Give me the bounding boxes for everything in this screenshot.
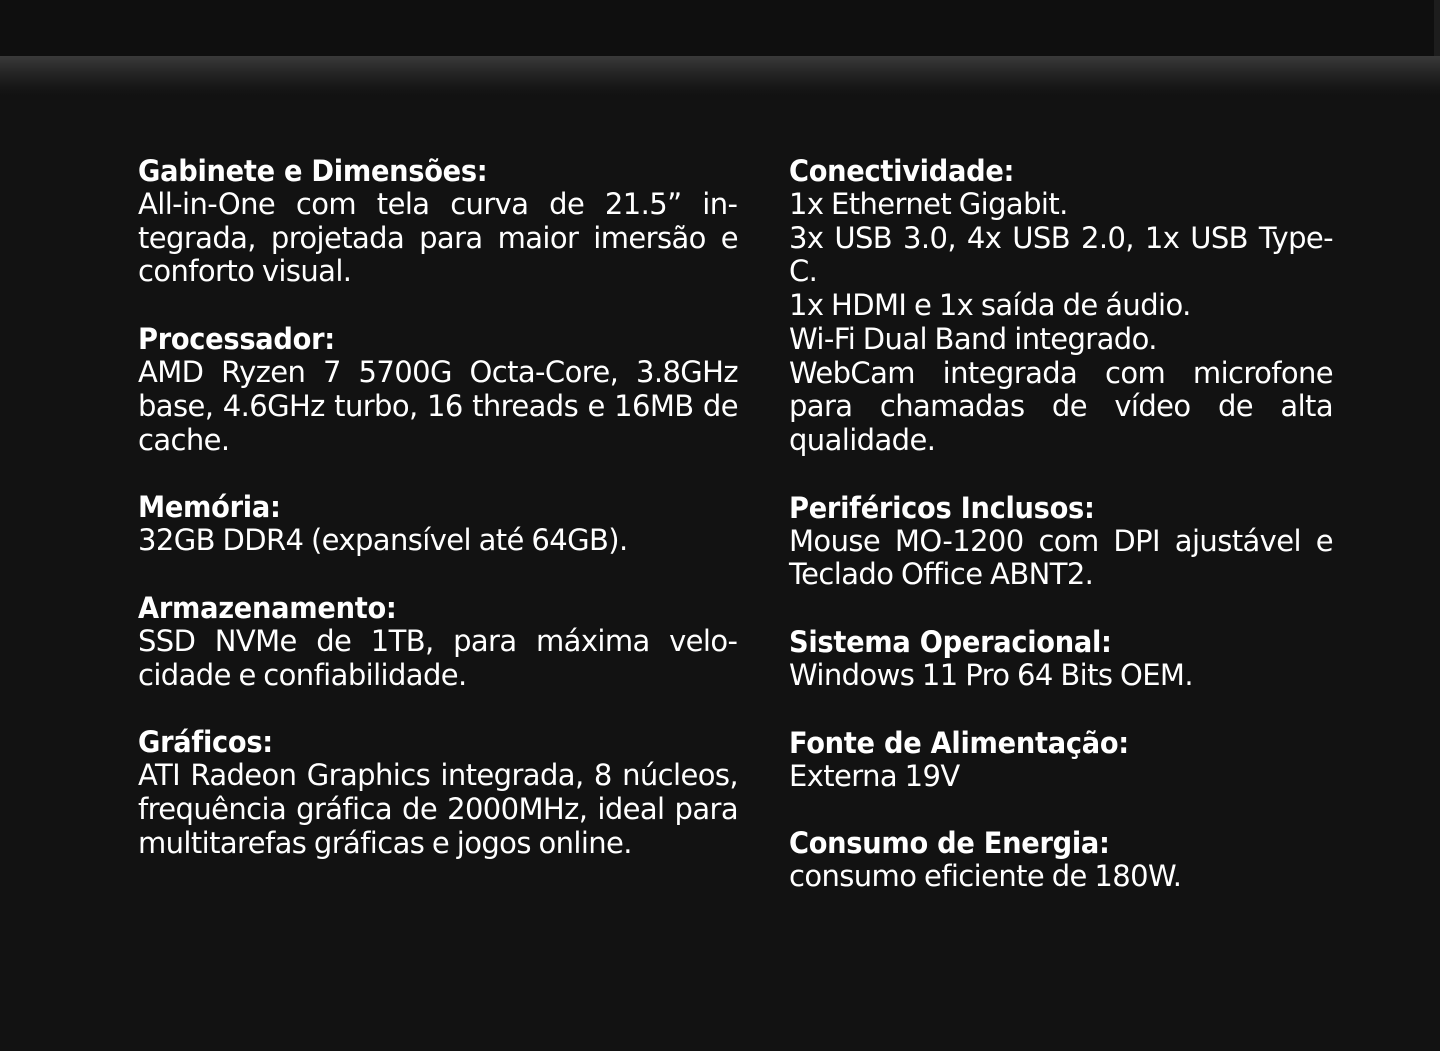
spec-title: Sistema Operacional: — [789, 625, 1112, 660]
spec-connectivity — [789, 154, 1333, 458]
spec-title: Memória: — [138, 490, 281, 525]
spec-cabinet — [138, 154, 738, 289]
spec-operating-system — [789, 625, 1333, 693]
spec-text: Externa 19V — [789, 758, 960, 793]
spec-title: Fonte de Alimentação: — [789, 725, 1129, 760]
spec-power-consumption — [789, 826, 1333, 894]
spec-title: Processador: — [138, 322, 335, 357]
top-bar — [0, 0, 1434, 56]
spec-line: Wi-Fi Dual Band integrado. — [789, 321, 1157, 356]
top-shadow-band — [0, 56, 1440, 96]
spec-title: Gabinete e Dimensões: — [138, 154, 488, 188]
spec-memory — [138, 490, 738, 558]
spec-text: Mouse MO-1200 com DPI ajustável e Teclado Office ABNT2. — [789, 523, 1333, 592]
spec-text: AMD Ryzen 7 5700G Octa-Core, 3.8GHz base, 4.6GHz turbo, 16 threads e 16MB de cache. — [138, 355, 738, 457]
spec-processor — [138, 322, 738, 457]
spec-title: Conectividade: — [789, 154, 1015, 188]
spec-text: 32GB DDR4 (expansível até 64GB). — [138, 523, 628, 558]
spec-graphics — [138, 725, 738, 860]
spec-peripherals — [789, 491, 1333, 592]
spec-line: 1x HDMI e 1x saída de áudio. — [789, 288, 1191, 323]
spec-line: WebCam integrada com microfone para chamadas de vídeo de alta qualidade. — [789, 355, 1333, 457]
spec-power-supply — [789, 726, 1333, 794]
spec-title: Consumo de Energia: — [789, 826, 1110, 861]
spec-text: SSD NVMe de 1TB, para máxima velocidade e confiabilidade. — [138, 623, 738, 692]
spec-line: 1x Ethernet Gigabit. — [789, 187, 1068, 221]
spec-storage — [138, 591, 738, 692]
spec-title: Periféricos Inclusos: — [789, 490, 1095, 525]
spec-text: consumo eficiente de 180W. — [789, 859, 1182, 894]
spec-line: 3x USB 3.0, 4x USB 2.0, 1x USB Type-C. — [789, 220, 1333, 289]
specs-left-column — [138, 154, 738, 893]
specs-right-column — [789, 154, 1333, 927]
spec-text: All-in-One com tela curva de 21.5” integrada, projetada para maior imersão e conforto visual. — [138, 187, 738, 289]
spec-title: Gráficos: — [138, 725, 273, 760]
top-bar-edge — [1434, 0, 1440, 56]
spec-title: Armazenamento: — [138, 590, 397, 625]
spec-text: Windows 11 Pro 64 Bits OEM. — [789, 658, 1193, 693]
spec-text: ATI Radeon Graphics integrada, 8 núcleos, frequência gráfica de 2000MHz, ideal para multitarefas gráficas e jogos online. — [138, 758, 738, 860]
